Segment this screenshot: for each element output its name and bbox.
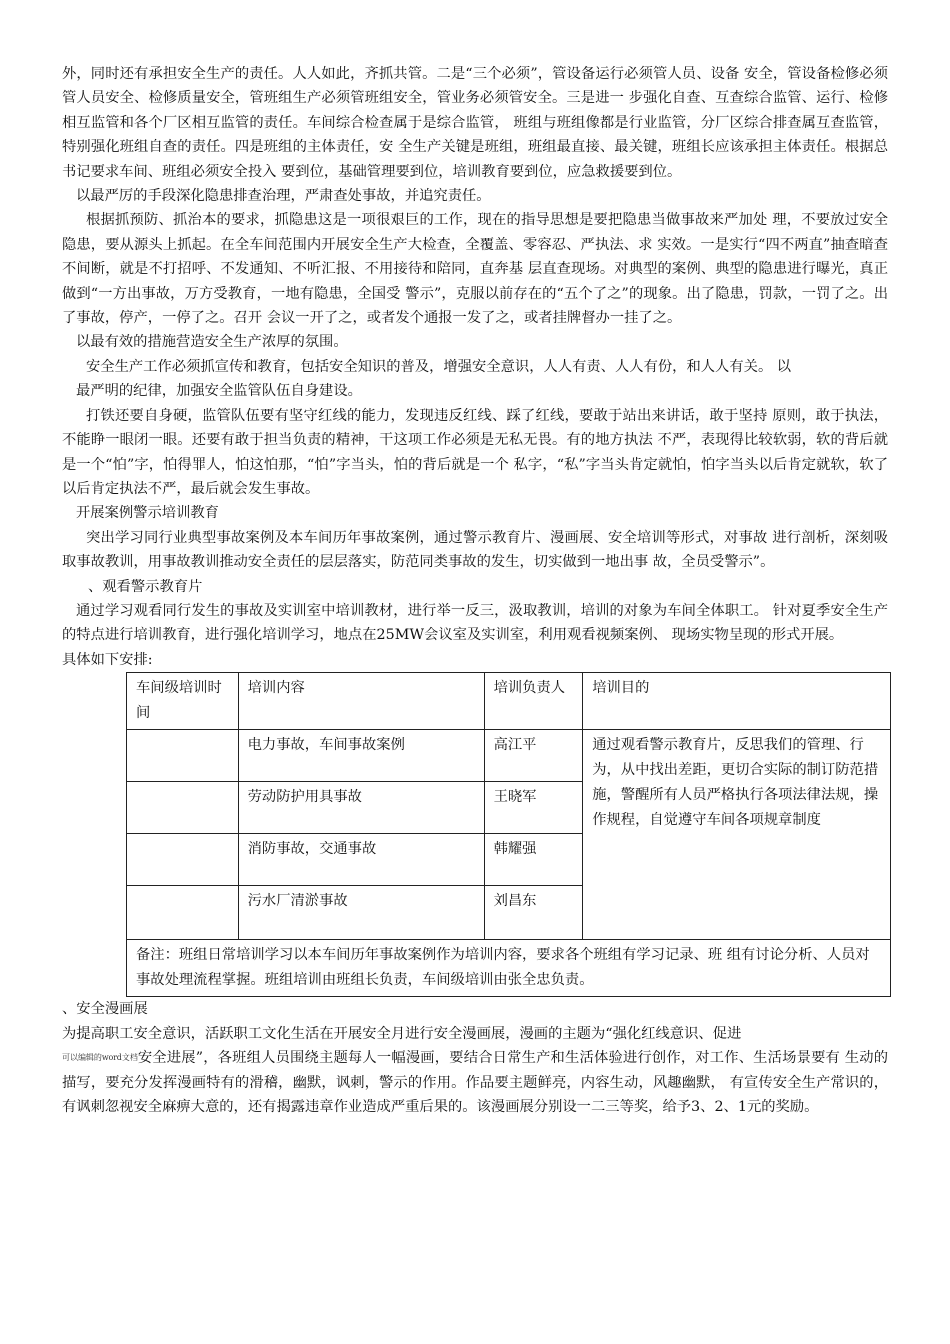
paragraph-case-study: 突出学习同行业典型事故案例及本车间历年事故案例，通过警示教育片、漫画展、安全培训等形式，对事故 进行剖析，深刻吸取事故教训，用事故教训推动安全责任的层层落实，防范同类事故的发生，切实做到一地出事 故，全员受警示”。 [62,529,888,571]
row-person: 王晓军 [484,782,583,834]
document-page [62,62,888,1119]
header-time: 车间级培训时间 [127,673,239,730]
heading-warning-video: 、观看警示教育片 [88,578,203,595]
paragraph-publicity [62,355,888,404]
paragraph-cartoon-text-a: 为提高职工安全意识，活跃职工文化生活在开展安全月进行安全漫画展，漫画的主题为“强化红线意识、促进 [62,1025,742,1042]
paragraph-self-discipline: 打铁还要自身硬，监管队伍要有坚守红线的能力，发现违反红线、踩了红线，要敢于站出来讲话，敢于坚持 原则，敢于执法，不能睁一眼闭一眼。还要有敢于担当负责的精神，干这项工作必须是无私无畏。有的地方执法 不严，表现得比较软弱，软的背后就是一个“怕”字，怕得罪人，怕这怕那，“怕”字当头，怕的背后就是一个 私字，“私”字当头肯定就怕，怕字当头以后肯定就软，软了以后肯定执法不严，最后就会发生事故。 [62,407,888,497]
paragraph-hazard: 根据抓预防、抓治本的要求，抓隐患这是一项很艰巨的工作，现在的指导思想是要把隐患当做事故来严加处 理，不要放过安全隐患，要从源头上抓起。在全车间范围内开展安全生产大检查，全覆盖、零容忍、严执法、求 实效。一是实行“四不两直”抽查暗查不间断，就是不打招呼、不发通知、不听汇报、不用接待和陪同，直奔基 层直查现场。对典型的案例、典型的隐患进行曝光，真正做到“一方出事故，万方受教育，一地有隐患，全国受 警示”，克服以前存在的“五个了之”的现象。出了隐患，罚款，一罚了之。出了事故，停产，一停了之。召开 会议一开了之，或者发个通报一发了之，或者挂牌督办一挂了之。 [62,212,888,327]
table-row [127,730,891,782]
paragraph-video-training: 通过学习观看同行发生的事故及实训室中培训教材，进行举一反三，汲取教训，培训的对象为车间全体职工。 针对夏季安全生产的特点进行培训教育，进行强化培训学习，地点在25MW会议室及实训室，利用观看视频案例、 现场实物呈现的形式开展。 [62,602,888,644]
paragraph-responsibility: 外，同时还有承担安全生产的责任。人人如此，齐抓共管。二是“三个必须”，管设备运行必须管人员、设备 安全，管设备检修必须管人员安全、检修质量安全，管班组生产必须管班组安全，管业务必须管安全。三是进一 步强化自查、互查综合监管、运行、检修相互监管和各个厂区相互监管的责任。车间综合检查属于是综合监管， 班组与班组像都是行业监管，分厂区综合排查属互查监管，特别强化班组自查的责任。四是班组的主体责任，安 全生产关键是班组，班组最直接、最关键，班组长应该承担主体责任。根据总书记要求车间、班组必须安全投入 要到位，基础管理要到位，培训教育要到位，应急救援要到位。 [62,66,888,180]
training-schedule-table [126,672,891,997]
row-content: 电力事故，车间事故案例 [238,730,484,782]
purpose-cell: 通过观看警示教育片，反思我们的管理、行为，从中找出差距，更切合实际的制订防范措施，警醒所有人员严格执行各项法律法规，操作规程，自觉遵守车间各项规章制度 [583,730,891,940]
row-person: 韩耀强 [484,834,583,886]
paragraph-cartoon [62,1022,888,1120]
row-content: 污水厂清淤事故 [238,886,484,940]
paragraph-cartoon-text-b: 安全进展”，各班组人员围绕主题每人一幅漫画，要结合日常生产和生活体验进行创作，对工作、生活场景要有 生动的描写，要充分发挥漫画特有的滑稽，幽默，讽刺，警示的作用。作品要主题鲜亮，内容生动，风趣幽默， 有宣传安全生产常识的，有讽刺忽视安全麻痹大意的，还有揭露违章作业造成严重后果的。该漫画展分别设一二三等奖，给予3、2、1元的奖励。 [62,1050,888,1115]
row-time [127,730,239,782]
heading-cartoon-exhibition: 、安全漫画展 [62,1001,148,1018]
row-person: 刘昌东 [484,886,583,940]
row-content: 消防事故，交通事故 [238,834,484,886]
heading-case-training: 开展案例警示培训教育 [76,505,219,522]
row-person: 高江平 [484,730,583,782]
heading-hazard-investigation: 以最严厉的手段深化隐患排查治理，严肃查处事故，并追究责任。 [76,188,491,205]
table-intro: 具体如下安排: [62,651,153,668]
editable-doc-watermark: 可以编辑的word文档 [62,1052,138,1062]
header-person: 培训负责人 [484,673,583,730]
table-header-row [127,673,891,730]
row-time [127,834,239,886]
table-note-row [127,940,891,997]
header-purpose: 培训目的 [583,673,891,730]
heading-atmosphere: 以最有效的措施营造安全生产浓厚的氛围。 [76,334,348,351]
row-time [127,886,239,940]
table-note: 备注：班组日常培训学习以本车间历年事故案例作为培训内容，要求各个班组有学习记录、班 组有讨论分析、人员对事故处理流程掌握。班组培训由班组长负责，车间级培训由张全忠负责。 [127,940,891,997]
header-content: 培训内容 [238,673,484,730]
row-time [127,782,239,834]
paragraph-discipline-text: 最严明的纪律，加强安全监管队伍自身建设。 [76,383,362,400]
paragraph-publicity-text: 安全生产工作必须抓宣传和教育，包括安全知识的普及，增强安全意识，人人有责、人人有份，和人人有关。 以 [86,358,792,375]
row-content: 劳动防护用具事故 [238,782,484,834]
